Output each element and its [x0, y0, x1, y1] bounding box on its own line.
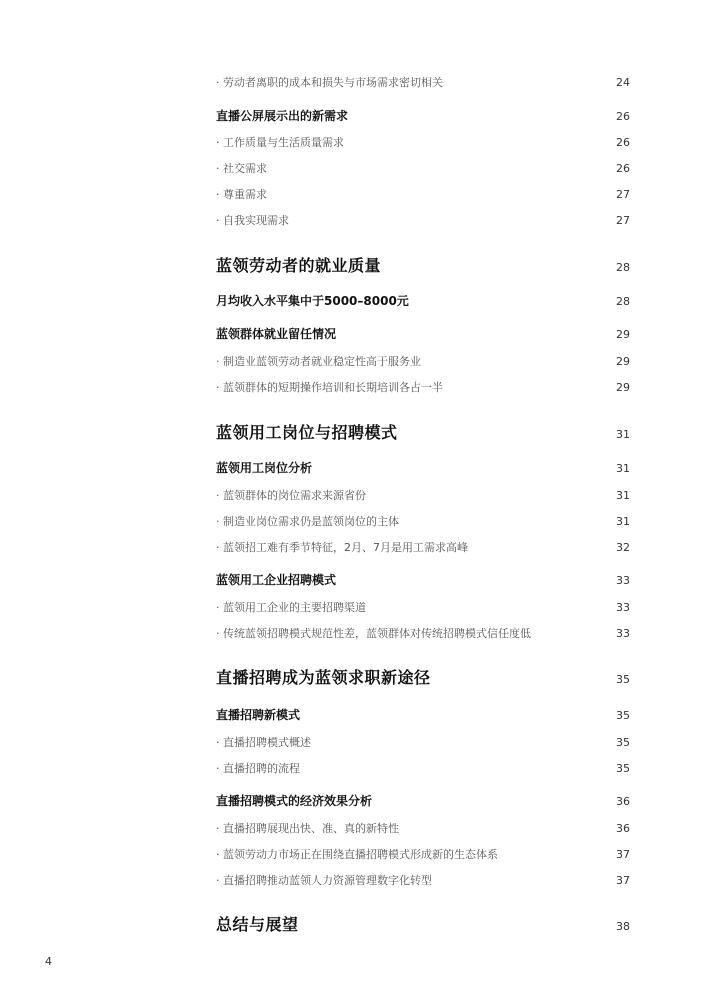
- toc-entry-title: · 社交需求: [216, 162, 267, 175]
- toc-sub-row[interactable]: [216, 820, 630, 836]
- toc-entry-title: · 蓝领招工难有季节特征，2月、7月是用工需求高峰: [216, 541, 468, 554]
- toc-entry-title: · 蓝领群体的岗位需求来源省份: [216, 489, 366, 502]
- toc-entry-title: · 工作质量与生活质量需求: [216, 136, 344, 149]
- toc-section-row[interactable]: [216, 571, 630, 588]
- toc-sub-row[interactable]: [216, 734, 630, 750]
- toc-sub-row[interactable]: [216, 513, 630, 529]
- toc-entry-page-number: 33: [616, 627, 630, 640]
- toc-section-row[interactable]: [216, 706, 630, 723]
- toc-entry-page-number: 29: [616, 328, 630, 341]
- toc-entry-page-number: 32: [616, 541, 630, 554]
- toc-entry-title: 蓝领劳动者的就业质量: [216, 256, 382, 275]
- toc-entry-title: 直播招聘新模式: [216, 708, 301, 722]
- toc-sub-row[interactable]: [216, 599, 630, 615]
- toc-sub-row[interactable]: [216, 212, 630, 228]
- toc-entry-title: 蓝领用工岗位与招聘模式: [216, 423, 398, 442]
- toc-entry-title: · 直播招聘的流程: [216, 762, 300, 775]
- toc-entry-page-number: 27: [616, 188, 630, 201]
- toc-entry-page-number: 28: [616, 295, 630, 308]
- toc-sub-row[interactable]: [216, 487, 630, 503]
- toc-entry-page-number: 31: [616, 428, 630, 441]
- toc-entry-page-number: 33: [616, 601, 630, 614]
- toc-entry-page-number: 31: [616, 462, 630, 475]
- toc-entry-title: · 制造业蓝领劳动者就业稳定性高于服务业: [216, 355, 421, 368]
- toc-entry-page-number: 36: [616, 822, 630, 835]
- toc-entry-title: · 直播招聘模式概述: [216, 736, 311, 749]
- toc-entry-title: 蓝领用工岗位分析: [216, 461, 313, 475]
- toc-section-row[interactable]: [216, 459, 630, 476]
- toc-sub-row[interactable]: [216, 760, 630, 776]
- toc-entry-page-number: 24: [616, 76, 630, 89]
- toc-sub-row[interactable]: [216, 379, 630, 395]
- toc-chapter-row[interactable]: [216, 665, 630, 688]
- toc-entry-title: 直播招聘模式的经济效果分析: [216, 794, 373, 808]
- toc-entry-page-number: 33: [616, 574, 630, 587]
- toc-entry-title: · 蓝领劳动力市场正在围绕直播招聘模式形成新的生态体系: [216, 848, 498, 861]
- toc-entry-page-number: 35: [616, 673, 630, 686]
- toc-entry-title: 直播公屏展示出的新需求: [216, 109, 349, 123]
- toc-entry-page-number: 35: [616, 709, 630, 722]
- toc-entry-title: · 传统蓝领招聘模式规范性差，蓝领群体对传统招聘模式信任度低: [216, 627, 531, 640]
- toc-entry-page-number: 36: [616, 795, 630, 808]
- toc-section-row[interactable]: [216, 792, 630, 809]
- toc-entry-title: · 蓝领群体的短期操作培训和长期培训各占一半: [216, 381, 443, 394]
- toc-entry-page-number: 35: [616, 736, 630, 749]
- toc-entry-page-number: 29: [616, 355, 630, 368]
- toc-entry-title: 月均收入水平集中于5000–8000元: [216, 294, 409, 308]
- toc-entry-title: 总结与展望: [216, 915, 299, 934]
- toc-entry-title: · 蓝领用工企业的主要招聘渠道: [216, 601, 366, 614]
- toc-sub-row[interactable]: [216, 160, 630, 176]
- toc-entry-page-number: 37: [616, 848, 630, 861]
- toc-section-row[interactable]: [216, 325, 630, 342]
- toc-entry-page-number: 26: [616, 136, 630, 149]
- toc-entry-title: 蓝领群体就业留任情况: [216, 327, 337, 341]
- toc-entry-page-number: 27: [616, 214, 630, 227]
- toc-section-row[interactable]: [216, 292, 630, 309]
- toc-entry-title: · 直播招聘推动蓝领人力资源管理数字化转型: [216, 874, 432, 887]
- toc-entry-title: · 自我实现需求: [216, 214, 289, 227]
- toc-sub-row[interactable]: [216, 134, 630, 150]
- toc-entry-page-number: 37: [616, 874, 630, 887]
- toc-sub-row[interactable]: [216, 846, 630, 862]
- toc-entry-title: · 尊重需求: [216, 188, 267, 201]
- toc-entry-title: 蓝领用工企业招聘模式: [216, 573, 337, 587]
- toc-entry-title: · 制造业岗位需求仍是蓝领岗位的主体: [216, 515, 399, 528]
- toc-sub-row[interactable]: [216, 539, 630, 555]
- toc-entry-page-number: 31: [616, 489, 630, 502]
- toc-entry-page-number: 38: [616, 920, 630, 933]
- toc-sub-row[interactable]: [216, 353, 630, 369]
- toc-section-row[interactable]: [216, 107, 630, 124]
- toc-sub-row[interactable]: [216, 186, 630, 202]
- toc-chapter-row[interactable]: [216, 253, 630, 276]
- toc-entry-page-number: 29: [616, 381, 630, 394]
- toc-entry-page-number: 28: [616, 261, 630, 274]
- toc-entry-title: · 直播招聘展现出快、准、真的新特性: [216, 822, 399, 835]
- page-number: 4: [45, 955, 52, 968]
- toc-chapter-row[interactable]: [216, 420, 630, 443]
- toc-sub-row[interactable]: [216, 74, 630, 90]
- toc-sub-row[interactable]: [216, 872, 630, 888]
- toc-entry-page-number: 35: [616, 762, 630, 775]
- toc-entry-title: · 劳动者离职的成本和损失与市场需求密切相关: [216, 76, 443, 89]
- toc-chapter-row[interactable]: [216, 912, 630, 935]
- toc-entry-title: 直播招聘成为蓝领求职新途径: [216, 668, 431, 687]
- toc-entry-page-number: 26: [616, 110, 630, 123]
- toc-entry-page-number: 26: [616, 162, 630, 175]
- toc-sub-row[interactable]: [216, 625, 630, 641]
- toc-entry-page-number: 31: [616, 515, 630, 528]
